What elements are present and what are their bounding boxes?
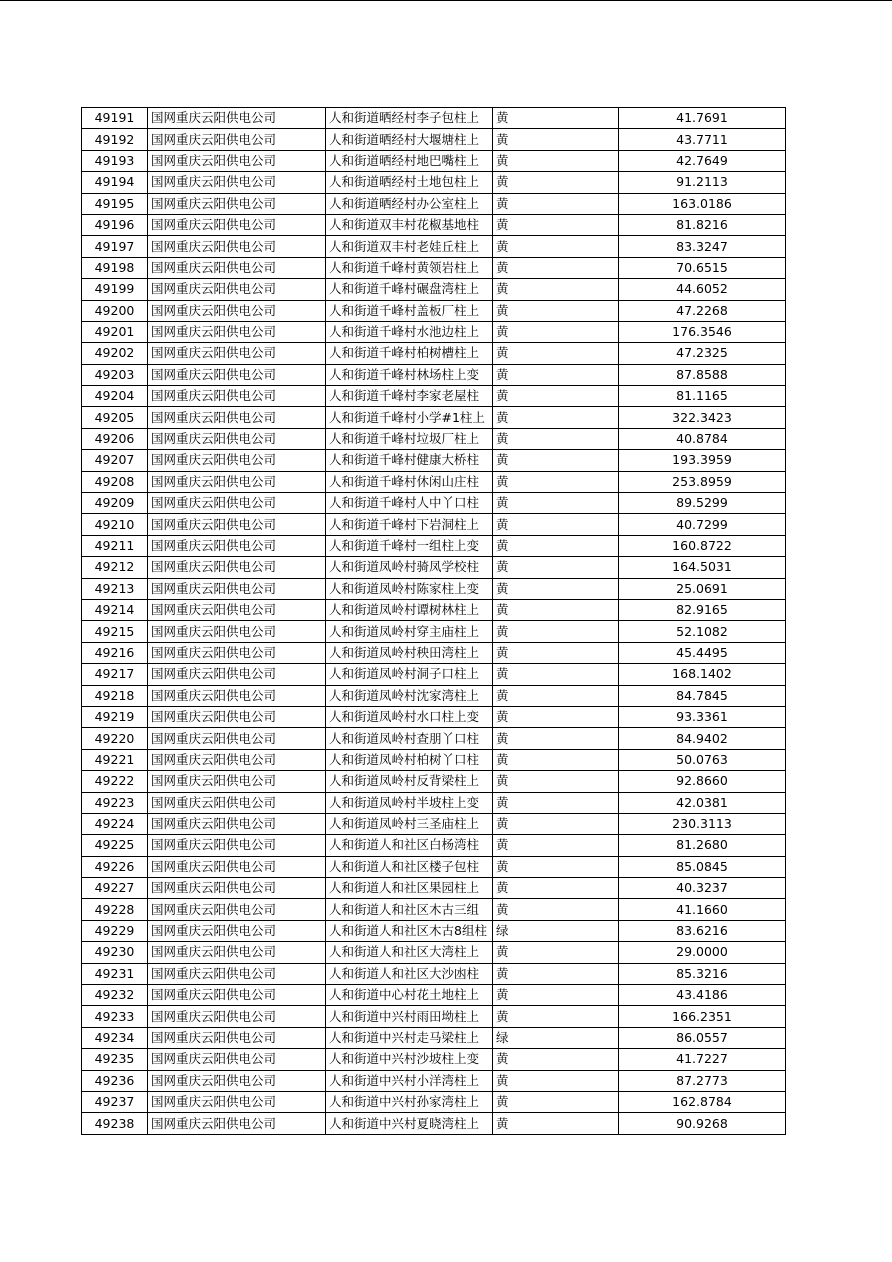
- transformer-name-cell: 人和街道千峰村林场柱上变: [326, 364, 493, 385]
- row-id-cell: 49209: [82, 493, 148, 514]
- table-row: [82, 1091, 786, 1112]
- transformer-name-cell: 人和街道千峰村健康大桥柱: [326, 450, 493, 471]
- row-id-cell: 49232: [82, 985, 148, 1006]
- level-cell: 黄: [493, 985, 619, 1006]
- row-id-cell: 49205: [82, 407, 148, 428]
- transformer-name-cell: 人和街道人和社区木古三组: [326, 899, 493, 920]
- table-row: [82, 985, 786, 1006]
- row-id-cell: 49219: [82, 706, 148, 727]
- company-cell: 国网重庆云阳供电公司: [148, 813, 326, 834]
- table-row: [82, 300, 786, 321]
- table-row: [82, 236, 786, 257]
- table-row: [82, 706, 786, 727]
- value-cell: 82.9165: [619, 599, 786, 620]
- table-row: [82, 878, 786, 899]
- transformer-name-cell: 人和街道凤岭村洞子口柱上: [326, 664, 493, 685]
- row-id-cell: 49222: [82, 771, 148, 792]
- value-cell: 163.0186: [619, 193, 786, 214]
- row-id-cell: 49191: [82, 108, 148, 129]
- table-row: [82, 321, 786, 342]
- level-cell: 黄: [493, 599, 619, 620]
- row-id-cell: 49230: [82, 942, 148, 963]
- row-id-cell: 49201: [82, 321, 148, 342]
- table-row: [82, 257, 786, 278]
- table-row: [82, 942, 786, 963]
- level-cell: 绿: [493, 1027, 619, 1048]
- value-cell: 322.3423: [619, 407, 786, 428]
- value-cell: 162.8784: [619, 1091, 786, 1112]
- transformer-name-cell: 人和街道凤岭村三圣庙柱上: [326, 813, 493, 834]
- value-cell: 47.2325: [619, 343, 786, 364]
- table-row: [82, 1113, 786, 1134]
- table-row: [82, 129, 786, 150]
- transformer-name-cell: 人和街道凤岭村沈家湾柱上: [326, 685, 493, 706]
- company-cell: 国网重庆云阳供电公司: [148, 942, 326, 963]
- table-row: [82, 920, 786, 941]
- value-cell: 47.2268: [619, 300, 786, 321]
- level-cell: 黄: [493, 172, 619, 193]
- value-cell: 87.2773: [619, 1070, 786, 1091]
- company-cell: 国网重庆云阳供电公司: [148, 771, 326, 792]
- level-cell: 黄: [493, 236, 619, 257]
- value-cell: 166.2351: [619, 1006, 786, 1027]
- value-cell: 193.3959: [619, 450, 786, 471]
- value-cell: 160.8722: [619, 535, 786, 556]
- transformer-name-cell: 人和街道千峰村人中丫口柱: [326, 493, 493, 514]
- table-body: [82, 108, 786, 1135]
- table-row: [82, 642, 786, 663]
- transformer-name-cell: 人和街道千峰村下岩洞柱上: [326, 514, 493, 535]
- company-cell: 国网重庆云阳供电公司: [148, 172, 326, 193]
- value-cell: 176.3546: [619, 321, 786, 342]
- table-row: [82, 150, 786, 171]
- level-cell: 黄: [493, 493, 619, 514]
- transformer-name-cell: 人和街道凤岭村半坡柱上变: [326, 792, 493, 813]
- table-row: [82, 856, 786, 877]
- table-row: [82, 1070, 786, 1091]
- table-row: [82, 1027, 786, 1048]
- transformer-name-cell: 人和街道中兴村孙家湾柱上: [326, 1091, 493, 1112]
- transformer-name-cell: 人和街道千峰村李家老屋柱: [326, 386, 493, 407]
- company-cell: 国网重庆云阳供电公司: [148, 1070, 326, 1091]
- company-cell: 国网重庆云阳供电公司: [148, 150, 326, 171]
- table-row: [82, 343, 786, 364]
- row-id-cell: 49207: [82, 450, 148, 471]
- value-cell: 83.3247: [619, 236, 786, 257]
- table-row: [82, 407, 786, 428]
- transformer-name-cell: 人和街道凤岭村秧田湾柱上: [326, 642, 493, 663]
- company-cell: 国网重庆云阳供电公司: [148, 108, 326, 129]
- company-cell: 国网重庆云阳供电公司: [148, 878, 326, 899]
- company-cell: 国网重庆云阳供电公司: [148, 985, 326, 1006]
- company-cell: 国网重庆云阳供电公司: [148, 728, 326, 749]
- transformer-name-cell: 人和街道人和社区白杨湾柱: [326, 835, 493, 856]
- transformer-name-cell: 人和街道千峰村小学#1柱上: [326, 407, 493, 428]
- value-cell: 42.0381: [619, 792, 786, 813]
- transformer-name-cell: 人和街道凤岭村穿主庙柱上: [326, 621, 493, 642]
- table-row: [82, 792, 786, 813]
- company-cell: 国网重庆云阳供电公司: [148, 300, 326, 321]
- row-id-cell: 49238: [82, 1113, 148, 1134]
- company-cell: 国网重庆云阳供电公司: [148, 1049, 326, 1070]
- value-cell: 230.3113: [619, 813, 786, 834]
- value-cell: 85.0845: [619, 856, 786, 877]
- row-id-cell: 49221: [82, 749, 148, 770]
- level-cell: 黄: [493, 321, 619, 342]
- level-cell: 黄: [493, 749, 619, 770]
- level-cell: 黄: [493, 642, 619, 663]
- table-row: [82, 193, 786, 214]
- company-cell: 国网重庆云阳供电公司: [148, 749, 326, 770]
- level-cell: 黄: [493, 792, 619, 813]
- transformer-name-cell: 人和街道人和社区果园柱上: [326, 878, 493, 899]
- transformer-name-cell: 人和街道中心村花土地柱上: [326, 985, 493, 1006]
- row-id-cell: 49213: [82, 578, 148, 599]
- value-cell: 91.2113: [619, 172, 786, 193]
- level-cell: 黄: [493, 728, 619, 749]
- row-id-cell: 49226: [82, 856, 148, 877]
- level-cell: 黄: [493, 963, 619, 984]
- level-cell: 黄: [493, 343, 619, 364]
- level-cell: 黄: [493, 214, 619, 235]
- row-id-cell: 49196: [82, 214, 148, 235]
- transformer-name-cell: 人和街道千峰村柏树槽柱上: [326, 343, 493, 364]
- value-cell: 81.1165: [619, 386, 786, 407]
- value-cell: 90.9268: [619, 1113, 786, 1134]
- transformer-name-cell: 人和街道晒经村办公室柱上: [326, 193, 493, 214]
- table-row: [82, 214, 786, 235]
- company-cell: 国网重庆云阳供电公司: [148, 1006, 326, 1027]
- value-cell: 253.8959: [619, 471, 786, 492]
- transformer-name-cell: 人和街道凤岭村查朋丫口柱: [326, 728, 493, 749]
- company-cell: 国网重庆云阳供电公司: [148, 856, 326, 877]
- table-row: [82, 685, 786, 706]
- level-cell: 黄: [493, 407, 619, 428]
- level-cell: 黄: [493, 386, 619, 407]
- value-cell: 44.6052: [619, 279, 786, 300]
- company-cell: 国网重庆云阳供电公司: [148, 214, 326, 235]
- data-table: [81, 107, 786, 1135]
- company-cell: 国网重庆云阳供电公司: [148, 1027, 326, 1048]
- company-cell: 国网重庆云阳供电公司: [148, 386, 326, 407]
- table-row: [82, 450, 786, 471]
- table-row: [82, 108, 786, 129]
- transformer-name-cell: 人和街道中兴村走马梁柱上: [326, 1027, 493, 1048]
- level-cell: 黄: [493, 813, 619, 834]
- level-cell: 黄: [493, 471, 619, 492]
- company-cell: 国网重庆云阳供电公司: [148, 129, 326, 150]
- level-cell: 黄: [493, 557, 619, 578]
- value-cell: 50.0763: [619, 749, 786, 770]
- value-cell: 41.7691: [619, 108, 786, 129]
- table-row: [82, 386, 786, 407]
- transformer-name-cell: 人和街道中兴村雨田坳柱上: [326, 1006, 493, 1027]
- row-id-cell: 49237: [82, 1091, 148, 1112]
- row-id-cell: 49204: [82, 386, 148, 407]
- company-cell: 国网重庆云阳供电公司: [148, 1091, 326, 1112]
- row-id-cell: 49193: [82, 150, 148, 171]
- company-cell: 国网重庆云阳供电公司: [148, 279, 326, 300]
- company-cell: 国网重庆云阳供电公司: [148, 920, 326, 941]
- level-cell: 黄: [493, 685, 619, 706]
- table-row: [82, 963, 786, 984]
- value-cell: 40.8784: [619, 428, 786, 449]
- value-cell: 86.0557: [619, 1027, 786, 1048]
- level-cell: 黄: [493, 257, 619, 278]
- value-cell: 40.3237: [619, 878, 786, 899]
- transformer-name-cell: 人和街道人和社区大湾柱上: [326, 942, 493, 963]
- transformer-name-cell: 人和街道千峰村一组柱上变: [326, 535, 493, 556]
- value-cell: 168.1402: [619, 664, 786, 685]
- company-cell: 国网重庆云阳供电公司: [148, 642, 326, 663]
- company-cell: 国网重庆云阳供电公司: [148, 407, 326, 428]
- level-cell: 黄: [493, 664, 619, 685]
- table-row: [82, 535, 786, 556]
- row-id-cell: 49211: [82, 535, 148, 556]
- table-row: [82, 279, 786, 300]
- row-id-cell: 49197: [82, 236, 148, 257]
- level-cell: 黄: [493, 835, 619, 856]
- value-cell: 25.0691: [619, 578, 786, 599]
- transformer-name-cell: 人和街道晒经村土地包柱上: [326, 172, 493, 193]
- row-id-cell: 49224: [82, 813, 148, 834]
- table-row: [82, 514, 786, 535]
- table-row: [82, 771, 786, 792]
- table-row: [82, 364, 786, 385]
- table-row: [82, 1049, 786, 1070]
- transformer-name-cell: 人和街道人和社区大沙凼柱: [326, 963, 493, 984]
- row-id-cell: 49225: [82, 835, 148, 856]
- transformer-name-cell: 人和街道凤岭村反背梁柱上: [326, 771, 493, 792]
- transformer-name-cell: 人和街道中兴村夏晓湾柱上: [326, 1113, 493, 1134]
- level-cell: 黄: [493, 364, 619, 385]
- level-cell: 黄: [493, 514, 619, 535]
- value-cell: 81.8216: [619, 214, 786, 235]
- row-id-cell: 49227: [82, 878, 148, 899]
- value-cell: 42.7649: [619, 150, 786, 171]
- level-cell: 黄: [493, 535, 619, 556]
- transformer-name-cell: 人和街道凤岭村谭树林柱上: [326, 599, 493, 620]
- company-cell: 国网重庆云阳供电公司: [148, 664, 326, 685]
- transformer-name-cell: 人和街道千峰村黄领岩柱上: [326, 257, 493, 278]
- transformer-name-cell: 人和街道中兴村小洋湾柱上: [326, 1070, 493, 1091]
- transformer-name-cell: 人和街道晒经村大堰塘柱上: [326, 129, 493, 150]
- value-cell: 41.7227: [619, 1049, 786, 1070]
- table-row: [82, 471, 786, 492]
- transformer-name-cell: 人和街道人和社区楼子包柱: [326, 856, 493, 877]
- value-cell: 164.5031: [619, 557, 786, 578]
- row-id-cell: 49218: [82, 685, 148, 706]
- company-cell: 国网重庆云阳供电公司: [148, 899, 326, 920]
- row-id-cell: 49223: [82, 792, 148, 813]
- table-row: [82, 578, 786, 599]
- company-cell: 国网重庆云阳供电公司: [148, 578, 326, 599]
- row-id-cell: 49233: [82, 1006, 148, 1027]
- company-cell: 国网重庆云阳供电公司: [148, 428, 326, 449]
- company-cell: 国网重庆云阳供电公司: [148, 193, 326, 214]
- level-cell: 黄: [493, 108, 619, 129]
- table-row: [82, 749, 786, 770]
- value-cell: 83.6216: [619, 920, 786, 941]
- row-id-cell: 49199: [82, 279, 148, 300]
- level-cell: 黄: [493, 428, 619, 449]
- level-cell: 黄: [493, 279, 619, 300]
- company-cell: 国网重庆云阳供电公司: [148, 450, 326, 471]
- level-cell: 黄: [493, 899, 619, 920]
- level-cell: 黄: [493, 878, 619, 899]
- level-cell: 黄: [493, 621, 619, 642]
- row-id-cell: 49215: [82, 621, 148, 642]
- company-cell: 国网重庆云阳供电公司: [148, 471, 326, 492]
- table-row: [82, 835, 786, 856]
- transformer-name-cell: 人和街道中兴村沙坡柱上变: [326, 1049, 493, 1070]
- transformer-name-cell: 人和街道千峰村休闲山庄柱: [326, 471, 493, 492]
- company-cell: 国网重庆云阳供电公司: [148, 792, 326, 813]
- row-id-cell: 49195: [82, 193, 148, 214]
- company-cell: 国网重庆云阳供电公司: [148, 343, 326, 364]
- row-id-cell: 49214: [82, 599, 148, 620]
- transformer-name-cell: 人和街道晒经村地巴嘴柱上: [326, 150, 493, 171]
- company-cell: 国网重庆云阳供电公司: [148, 706, 326, 727]
- value-cell: 87.8588: [619, 364, 786, 385]
- level-cell: 黄: [493, 1049, 619, 1070]
- level-cell: 黄: [493, 1091, 619, 1112]
- company-cell: 国网重庆云阳供电公司: [148, 535, 326, 556]
- table-row: [82, 621, 786, 642]
- company-cell: 国网重庆云阳供电公司: [148, 257, 326, 278]
- table-row: [82, 172, 786, 193]
- row-id-cell: 49202: [82, 343, 148, 364]
- level-cell: 黄: [493, 193, 619, 214]
- value-cell: 43.4186: [619, 985, 786, 1006]
- company-cell: 国网重庆云阳供电公司: [148, 557, 326, 578]
- value-cell: 93.3361: [619, 706, 786, 727]
- value-cell: 43.7711: [619, 129, 786, 150]
- level-cell: 黄: [493, 1006, 619, 1027]
- company-cell: 国网重庆云阳供电公司: [148, 835, 326, 856]
- level-cell: 黄: [493, 1113, 619, 1134]
- transformer-name-cell: 人和街道晒经村李子包柱上: [326, 108, 493, 129]
- company-cell: 国网重庆云阳供电公司: [148, 621, 326, 642]
- row-id-cell: 49210: [82, 514, 148, 535]
- company-cell: 国网重庆云阳供电公司: [148, 321, 326, 342]
- row-id-cell: 49208: [82, 471, 148, 492]
- row-id-cell: 49194: [82, 172, 148, 193]
- row-id-cell: 49235: [82, 1049, 148, 1070]
- value-cell: 84.7845: [619, 685, 786, 706]
- level-cell: 黄: [493, 942, 619, 963]
- row-id-cell: 49231: [82, 963, 148, 984]
- value-cell: 52.1082: [619, 621, 786, 642]
- row-id-cell: 49206: [82, 428, 148, 449]
- value-cell: 89.5299: [619, 493, 786, 514]
- company-cell: 国网重庆云阳供电公司: [148, 1113, 326, 1134]
- level-cell: 黄: [493, 1070, 619, 1091]
- company-cell: 国网重庆云阳供电公司: [148, 514, 326, 535]
- value-cell: 45.4495: [619, 642, 786, 663]
- table-row: [82, 664, 786, 685]
- value-cell: 92.8660: [619, 771, 786, 792]
- table-row: [82, 557, 786, 578]
- row-id-cell: 49220: [82, 728, 148, 749]
- company-cell: 国网重庆云阳供电公司: [148, 364, 326, 385]
- transformer-name-cell: 人和街道凤岭村陈家柱上变: [326, 578, 493, 599]
- row-id-cell: 49198: [82, 257, 148, 278]
- row-id-cell: 49200: [82, 300, 148, 321]
- level-cell: 黄: [493, 856, 619, 877]
- value-cell: 70.6515: [619, 257, 786, 278]
- level-cell: 黄: [493, 706, 619, 727]
- table-row: [82, 493, 786, 514]
- transformer-name-cell: 人和街道千峰村水池边柱上: [326, 321, 493, 342]
- row-id-cell: 49236: [82, 1070, 148, 1091]
- company-cell: 国网重庆云阳供电公司: [148, 685, 326, 706]
- row-id-cell: 49234: [82, 1027, 148, 1048]
- value-cell: 85.3216: [619, 963, 786, 984]
- row-id-cell: 49217: [82, 664, 148, 685]
- level-cell: 黄: [493, 300, 619, 321]
- value-cell: 29.0000: [619, 942, 786, 963]
- transformer-name-cell: 人和街道凤岭村水口柱上变: [326, 706, 493, 727]
- page-top-border: [0, 0, 892, 1]
- row-id-cell: 49203: [82, 364, 148, 385]
- transformer-name-cell: 人和街道凤岭村柏树丫口柱: [326, 749, 493, 770]
- table-row: [82, 1006, 786, 1027]
- row-id-cell: 49212: [82, 557, 148, 578]
- level-cell: 绿: [493, 920, 619, 941]
- company-cell: 国网重庆云阳供电公司: [148, 493, 326, 514]
- value-cell: 40.7299: [619, 514, 786, 535]
- table-row: [82, 428, 786, 449]
- level-cell: 黄: [493, 771, 619, 792]
- row-id-cell: 49229: [82, 920, 148, 941]
- row-id-cell: 49228: [82, 899, 148, 920]
- transformer-name-cell: 人和街道千峰村垃圾厂柱上: [326, 428, 493, 449]
- row-id-cell: 49192: [82, 129, 148, 150]
- transformer-name-cell: 人和街道双丰村老娃丘柱上: [326, 236, 493, 257]
- transformer-name-cell: 人和街道人和社区木古8组柱: [326, 920, 493, 941]
- level-cell: 黄: [493, 129, 619, 150]
- transformer-name-cell: 人和街道双丰村花椒基地柱: [326, 214, 493, 235]
- company-cell: 国网重庆云阳供电公司: [148, 963, 326, 984]
- value-cell: 81.2680: [619, 835, 786, 856]
- transformer-name-cell: 人和街道凤岭村骑凤学校柱: [326, 557, 493, 578]
- table-row: [82, 813, 786, 834]
- level-cell: 黄: [493, 450, 619, 471]
- table-row: [82, 599, 786, 620]
- transformer-name-cell: 人和街道千峰村盖板厂柱上: [326, 300, 493, 321]
- transformer-name-cell: 人和街道千峰村碾盘湾柱上: [326, 279, 493, 300]
- company-cell: 国网重庆云阳供电公司: [148, 236, 326, 257]
- table-row: [82, 728, 786, 749]
- company-cell: 国网重庆云阳供电公司: [148, 599, 326, 620]
- value-cell: 84.9402: [619, 728, 786, 749]
- level-cell: 黄: [493, 150, 619, 171]
- value-cell: 41.1660: [619, 899, 786, 920]
- table-row: [82, 899, 786, 920]
- level-cell: 黄: [493, 578, 619, 599]
- row-id-cell: 49216: [82, 642, 148, 663]
